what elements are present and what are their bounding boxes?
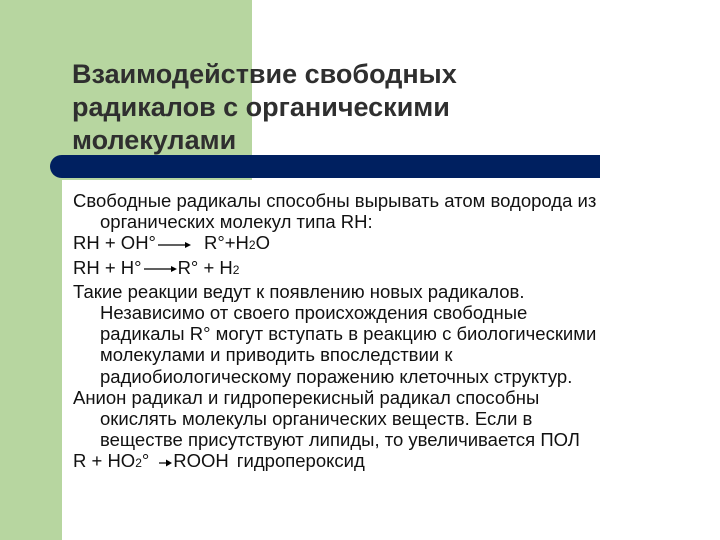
slide-title <box>72 58 672 157</box>
reaction-arrow-icon <box>156 240 192 250</box>
reaction-equation-3 <box>73 450 709 474</box>
title-line: молекулами <box>72 125 237 155</box>
left-decorative-band <box>0 0 62 540</box>
title-line: радикалов с органическими <box>72 92 450 122</box>
reaction-left-side: RH + OH° <box>73 232 156 254</box>
text-line: Такие реакции ведут к появлению новых радикалов. <box>73 280 525 302</box>
reaction-left-side: R + HO2° <box>73 450 150 472</box>
text-line: Свободные радикалы способны вырывать атом водорода из <box>73 190 597 211</box>
text-line: радикалы R° могут вступать в реакцию с биологическими <box>100 323 597 345</box>
reaction-equation-1 <box>73 232 709 256</box>
text-line: Независимо от своего происхождения свободные <box>100 302 528 324</box>
text-line: органических молекул типа RH: <box>100 211 373 233</box>
text-line: окислять молекулы органических веществ. Если в <box>100 408 533 430</box>
text-line: радиобиологическому поражению клеточных структур. <box>100 365 573 387</box>
reaction-equation-2 <box>73 257 709 281</box>
reaction-right-side: R°+H2O <box>203 232 270 254</box>
title-line: Взаимодействие свободных <box>72 59 457 89</box>
product-name: гидропероксид <box>236 450 365 472</box>
reaction-arrow-icon <box>157 457 173 469</box>
text-line: Анион радикал и гидроперекисный радикал способны <box>73 386 540 408</box>
reaction-arrow-icon <box>142 264 178 274</box>
paragraph-oxidation <box>73 387 709 451</box>
slide-body <box>73 190 709 475</box>
text-line: веществе присутствуют липиды, то увеличивается ПОЛ <box>100 429 580 451</box>
text-line: молекулами и приводить впоследствии к <box>100 344 453 366</box>
title-underline-bar <box>62 155 600 178</box>
paragraph-intro <box>73 190 709 232</box>
reaction-product: ROOH <box>173 450 229 472</box>
reaction-right-side: R° + H2 <box>177 256 240 278</box>
paragraph-reactions <box>73 281 709 387</box>
reaction-left-side: RH + H° <box>73 256 142 278</box>
